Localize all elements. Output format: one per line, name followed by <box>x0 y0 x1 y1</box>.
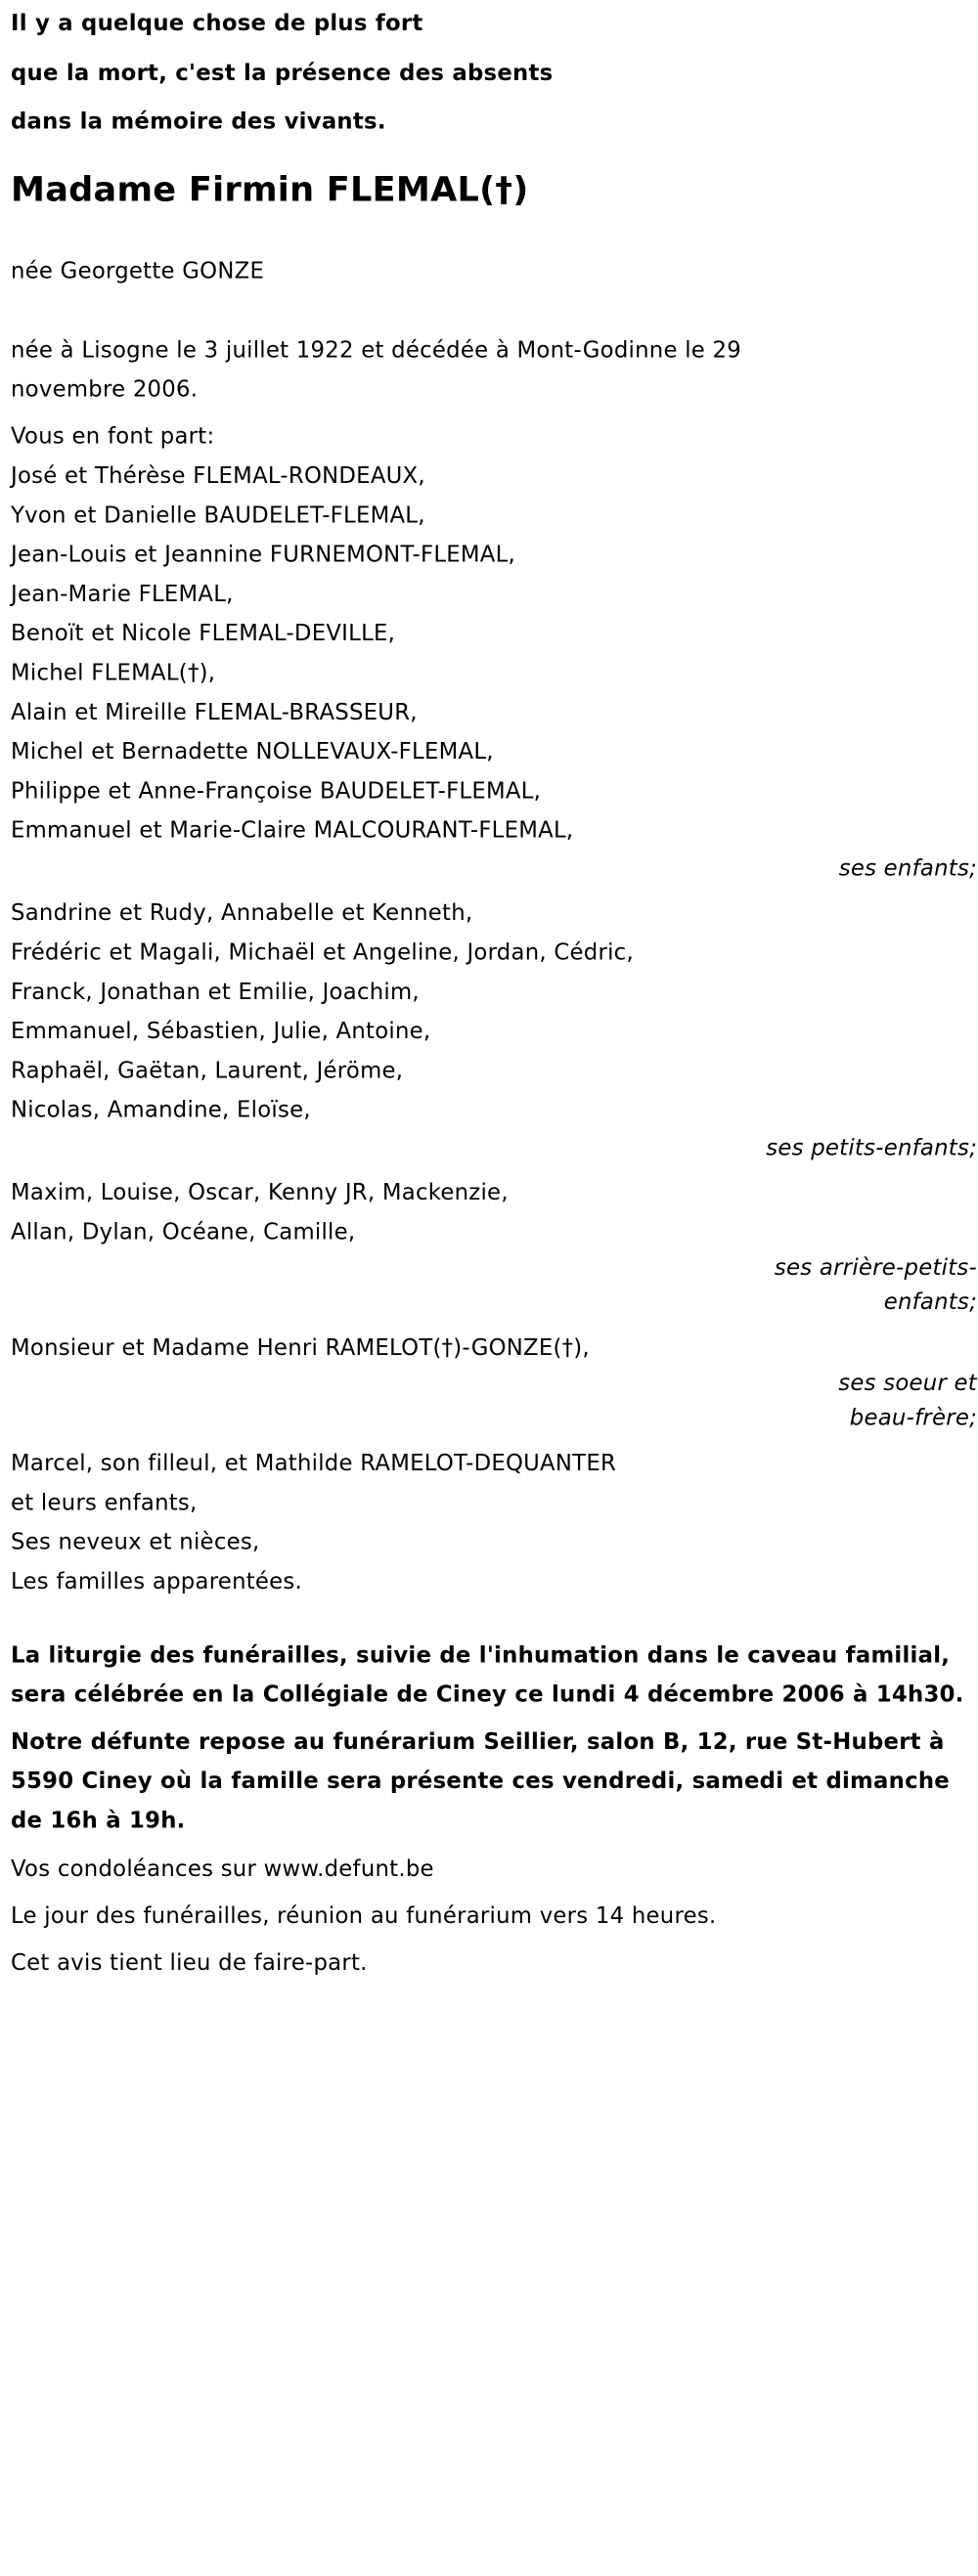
relation-children <box>11 852 977 887</box>
meeting-text: Le jour des funérailles, réunion au funérarium vers 14 heures. <box>11 1902 717 1929</box>
relation-line: beau-frère; <box>849 1405 977 1431</box>
great-grandchildren-list <box>11 1174 977 1253</box>
maiden-name: née Georgette GONZE <box>11 258 265 284</box>
list-item: Yvon et Danielle BAUDELET-FLEMAL, <box>11 502 425 529</box>
list-item: Marcel, son filleul, et Mathilde RAMELOT-DEQUANTER <box>11 1450 617 1476</box>
relation-line: ses petits-enfants; <box>766 1135 977 1161</box>
list-item: Allan, Dylan, Océane, Camille, <box>11 1219 356 1245</box>
list-item: Alain et Mireille FLEMAL-BRASSEUR, <box>11 699 418 725</box>
list-item: Franck, Jonathan et Emilie, Joachim, <box>11 979 420 1005</box>
list-item: Jean-Marie FLEMAL, <box>11 581 234 607</box>
notice-page <box>11 0 977 1984</box>
epigraph-quote <box>11 0 977 147</box>
list-item: Michel et Bernadette NOLLEVAUX-FLEMAL, <box>11 738 494 764</box>
list-item: Maxim, Louise, Oscar, Kenny JR, Mackenzie, <box>11 1180 509 1206</box>
relation-line: ses arrière-petits- <box>774 1254 977 1281</box>
children-list <box>11 457 977 851</box>
list-item: Michel FLEMAL(†), <box>11 660 216 686</box>
funeral-liturgy-notice: La liturgie des funérailles, suivie de l'inhumation dans le caveau familial, sera célébrée en la Collégiale de Ciney ce lundi 4 décembre 2006 à 14h30. <box>11 1642 964 1708</box>
list-item: Nicolas, Amandine, Eloïse, <box>11 1097 311 1123</box>
quote-line: dans la mémoire des vivants. <box>11 109 386 135</box>
extended-family-list <box>11 1444 977 1601</box>
list-item: Philippe et Anne-Françoise BAUDELET-FLEMAL, <box>11 778 542 805</box>
relation-line: ses enfants; <box>838 855 977 882</box>
condolences-text: Vos condoléances sur www.defunt.be <box>11 1856 434 1882</box>
list-item: Les familles apparentées. <box>11 1568 303 1594</box>
closing-text: Cet avis tient lieu de faire-part. <box>11 1949 368 1976</box>
relation-sibling <box>11 1367 977 1435</box>
list-item: et leurs enfants, <box>11 1490 198 1516</box>
list-item: Emmanuel et Marie-Claire MALCOURANT-FLEMAL, <box>11 817 574 844</box>
quote-line: Il y a quelque chose de plus fort <box>11 11 423 37</box>
list-item: Ses neveux et nièces, <box>11 1529 260 1555</box>
list-item: Emmanuel, Sébastien, Julie, Antoine, <box>11 1018 431 1044</box>
list-item: Raphaël, Gaëtan, Laurent, Jéröme, <box>11 1058 404 1084</box>
list-item: Benoït et Nicole FLEMAL-DEVILLE, <box>11 621 396 647</box>
deceased-name: Madame Firmin FLEMAL(†) <box>11 169 529 209</box>
announcement-intro: Vous en font part: <box>11 423 215 450</box>
grandchildren-list <box>11 895 977 1131</box>
relation-line: ses soeur et <box>838 1371 977 1397</box>
list-item: Jean-Louis et Jeannine FURNEMONT-FLEMAL, <box>11 542 516 568</box>
list-item: Frédéric et Magali, Michaël et Angeline, Jordan, Cédric, <box>11 939 634 966</box>
list-item: José et Thérèse FLEMAL-RONDEAUX, <box>11 462 425 489</box>
relation-grandchildren <box>11 1132 977 1166</box>
list-item: Monsieur et Madame Henri RAMELOT(†)-GONZE(†), <box>11 1334 590 1361</box>
quote-line: que la mort, c'est la présence des absents <box>11 60 554 86</box>
visitation-notice: Notre défunte repose au funérarium Seillier, salon B, 12, rue St-Hubert à 5590 Ciney où la famille sera présente ces vendredi, samedi et dimanche de 16h à 19h. <box>11 1728 950 1834</box>
relation-line: enfants; <box>883 1288 977 1315</box>
death-notice <box>11 0 978 2576</box>
list-item: Sandrine et Rudy, Annabelle et Kenneth, <box>11 900 473 927</box>
birth-death-details: née à Lisogne le 3 juillet 1922 et décédée à Mont-Godinne le 29 novembre 2006. <box>11 337 742 403</box>
relation-great-grandchildren <box>11 1251 977 1320</box>
sibling-list <box>11 1329 977 1368</box>
